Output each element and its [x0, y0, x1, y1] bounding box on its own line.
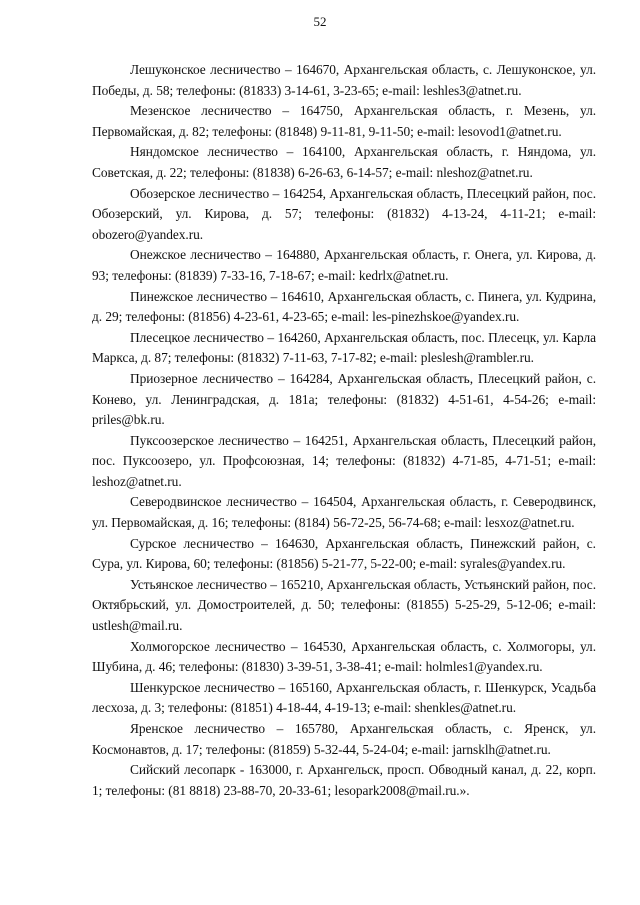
forestry-entry-puksoozerskoe: Пуксоозерское лесничество – 164251, Архангельская область, Плесецкий район, пос. Пуксоозеро, ул. Профсоюзная, 14; телефоны: (81832) 4-71-85, 4-71-51; e-mail: leshoz@atnet.ru. — [92, 432, 596, 489]
forestry-entry-severodvinskoe: Северодвинское лесничество – 164504, Архангельская область, г. Северодвинск, ул. Первомайская, д. 16; телефоны: (8184) 56-72-25, 56-74-68; e-mail: lesxoz@atnet.ru. — [92, 494, 596, 531]
forestry-entry-mezenskoe: Мезенское лесничество – 164750, Архангельская область, г. Мезень, ул. Первомайская, д. 82; телефоны: (81848) 9-11-81, 9-11-50; e-mail: lesovod1@atnet.ru. — [92, 103, 596, 139]
page-number: 52 — [313, 14, 327, 29]
forestry-entry-onezhskoe: Онежское лесничество – 164880, Архангельская область, г. Онега, ул. Кирова, д. 93; телефоны: (81839) 7-33-16, 7-18-67; e-mail: kedrlx@atnet.ru. — [92, 247, 596, 283]
forestry-entry-pinezhskoe: Пинежское лесничество – 164610, Архангельская область, с. Пинега, ул. Кудрина, д. 29; телефоны: (81856) 4-23-61, 4-23-65; e-mail: les-pinezhskoe@yandex.ru. — [92, 288, 596, 325]
forestry-entry-obozerskoe: Обозерское лесничество – 164254, Архангельская область, Плесецкий район, пос. Обозерский, ул. Кирова, д. 57; телефоны: (81832) 4-13-24, 4-11-21; e-mail: obozero@yandex.ru. — [92, 185, 596, 242]
document-body — [92, 60, 596, 801]
forestry-entry-priozernoe: Приозерное лесничество – 164284, Архангельская область, Плесецкий район, с. Конево, ул. Ленинградская, д. 181а; телефоны: (81832) 4-51-61, 4-54-26; e-mail: priles@bk.ru. — [92, 370, 596, 428]
forestry-entry-nyandomskoe: Няндомское лесничество – 164100, Архангельская область, г. Няндома, ул. Советская, д. 22; телефоны: (81838) 6-26-63, 6-14-57; e-mail: nleshoz@atnet.ru. — [92, 144, 596, 180]
forest-park-entry-siyskiy: Сийский лесопарк - 163000, г. Архангельск, просп. Обводный канал, д. 22, корп. 1; телефоны: (81 8818) 23-88-70, 20-33-61; lesopark2008@mail.ru.». — [92, 762, 596, 798]
forestry-entry-kholmogorskoe: Холмогорское лесничество – 164530, Архангельская область, с. Холмогоры, ул. Шубина, д. 46; телефоны: (81830) 3-39-51, 3-38-41; e-mail: holmles1@yandex.ru. — [92, 638, 596, 675]
forestry-entry-surskoe: Сурское лесничество – 164630, Архангельская область, Пинежский район, с. Сура, ул. Кирова, 60; телефоны: (81856) 5-21-77, 5-22-00; e-mail: syrales@yandex.ru. — [92, 535, 596, 572]
forestry-entry-ustyanskoe: Устьянское лесничество – 165210, Архангельская область, Устьянский район, пос. Октябрьский, ул. Домостроителей, д. 50; телефоны: (81855) 5-25-29, 5-12-06; e-mail: ustlesh@mail.ru. — [92, 576, 596, 634]
forestry-entry-shenkurskoe: Шенкурское лесничество – 165160, Архангельская область, г. Шенкурск, Усадьба лесхоза, д. 3; телефоны: (81851) 4-18-44, 4-19-13; e-mail: shenkles@atnet.ru. — [92, 679, 596, 716]
forestry-entry-plesetskoe: Плесецкое лесничество – 164260, Архангельская область, пос. Плесецк, ул. Карла Маркса, д. 87; телефоны: (81832) 7-11-63, 7-17-82; e-mail: pleslesh@rambler.ru. — [92, 329, 596, 366]
forestry-entry-leshukonskoe: Лешуконское лесничество – 164670, Архангельская область, с. Лешуконское, ул. Победы, д. 58; телефоны: (81833) 3-14-61, 3-23-65; e-mail: leshles3@atnet.ru. — [92, 62, 596, 98]
forestry-entry-yarenskoe: Яренское лесничество – 165780, Архангельская область, с. Яренск, ул. Космонавтов, д. 17; телефоны: (81859) 5-32-44, 5-24-04; e-mail: jarnsklh@atnet.ru. — [92, 721, 596, 757]
